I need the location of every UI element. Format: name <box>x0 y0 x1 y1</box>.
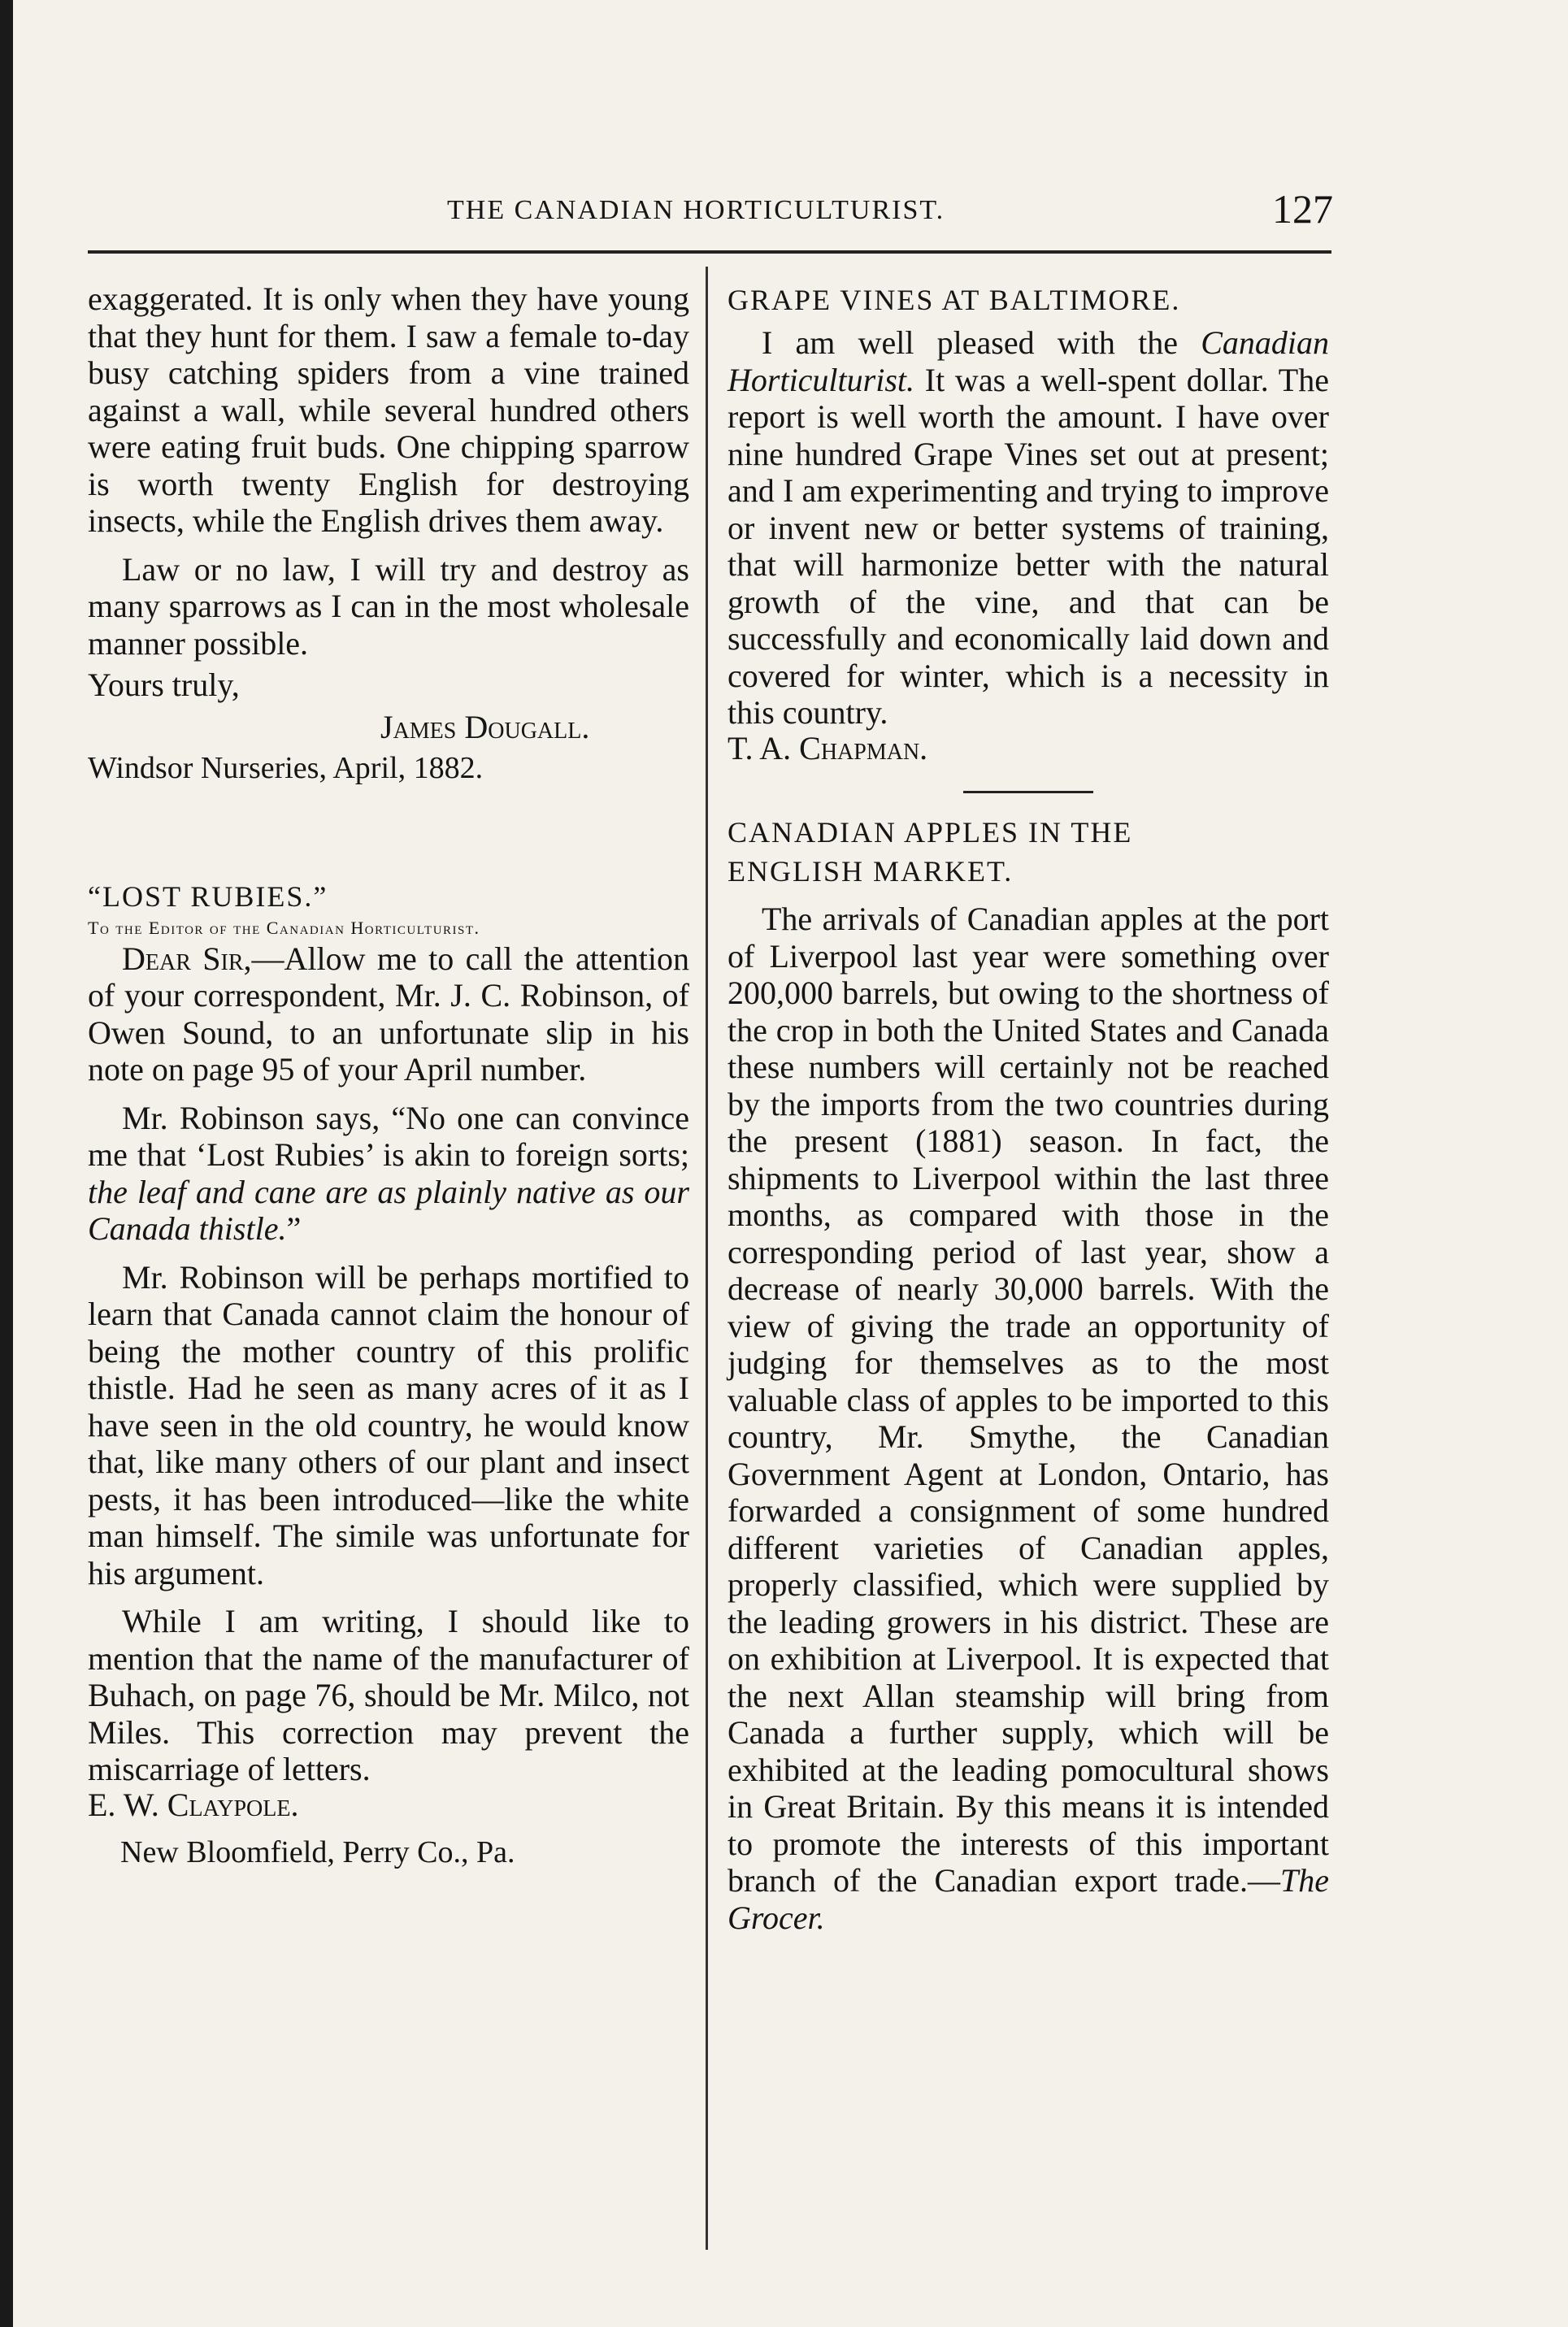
article1-text-start: I am well pleased with the <box>762 324 1201 361</box>
running-head <box>98 185 1333 242</box>
article1-paragraph <box>728 324 1329 732</box>
letter1-dateline: Windsor Nurseries, April, 1882. <box>88 751 484 785</box>
article2-heading-line2: ENGLISH MARKET. <box>728 855 1014 888</box>
article1-signature: T. A. Chapman. <box>728 729 928 766</box>
page-number: 127 <box>1272 186 1333 232</box>
letter2-paragraph-1 <box>88 940 689 1088</box>
running-title: THE CANADIAN HORTICULTURIST. <box>447 195 945 225</box>
letter1-signature: James Dougall. <box>380 708 590 745</box>
letter2-dateline: New Bloomfield, Perry Co., Pa. <box>120 1835 515 1869</box>
letter2-quote-end: ” <box>286 1210 302 1247</box>
letter2-paragraph-4: While I am writing, I should like to mention that the name of the manufacturer of Buhach, on page 76, should be Mr. Milco, not Miles. This correction may prevent the miscarriage of letters. <box>88 1603 689 1787</box>
letter1-paragraph-1: exaggerated. It is only when they have young that they hunt for them. I saw a female to-day busy catching spiders from a vine trained against a wall, while several hundred others were eating fruit buds. One chipping sparrow is worth twenty English for destroying insects, while the English drives them away. <box>88 280 689 539</box>
article1-text-end: It was a well-spent dollar. The report is well worth the amount. I have over nine hundred Grape Vines set out at present; and I am experimenting and trying to improve or invent new or better systems of training, that will harmonize better with the natural growth of the vine, and that can be successfully and economically laid down and covered for winter, which is a necessity in this country. <box>728 361 1329 731</box>
letter1-paragraph-2: Law or no law, I will try and destroy as many sparrows as I can in the most wholesale manner possible. <box>88 550 689 662</box>
article1-heading: GRAPE VINES AT BALTIMORE. <box>728 284 1181 316</box>
section-divider <box>963 791 1093 793</box>
letter2-quote-italic: the leaf and cane are as plainly native as our Canada thistle. <box>88 1173 689 1247</box>
article2-source-dash: — <box>1248 1862 1280 1899</box>
article2-paragraph <box>728 901 1329 1936</box>
letter1-closing: Yours truly, <box>88 666 240 703</box>
column-rule <box>706 267 708 2250</box>
letter2-paragraph-1-text: —Allow me to call the attention of your correspondent, Mr. J. C. Robinson, of Owen Sound, to an unfortunate slip in his note on page 95 of your April number. <box>88 940 690 1088</box>
right-column <box>728 280 1329 1936</box>
letter2-salutation: Dear Sir, <box>122 940 252 977</box>
article2-heading-line1: CANADIAN APPLES IN THE <box>728 816 1133 849</box>
header-rule <box>88 250 1331 254</box>
letter2-paragraph-2 <box>88 1100 689 1248</box>
letter2-quote-start: Mr. Robinson says, “No one can convince me that ‘Lost Rubies’ is akin to foreign sorts; <box>88 1099 689 1173</box>
letter2-heading: “LOST RUBIES.” <box>88 879 328 913</box>
left-column <box>88 280 689 1872</box>
article2-source: The Grocer. <box>728 1862 1329 1936</box>
article1-italic: Canadian Horticulturist. <box>728 324 1329 398</box>
scan-edge-bar <box>0 0 13 2327</box>
letter2-signature: E. W. Claypole. <box>88 1786 299 1823</box>
article2-text: The arrivals of Canadian apples at the port of Liverpool last year were something over 200,000 barrels, but owing to the shortness of the crop in both the United States and Canada these numbers will certainly not be reached by the imports from the two countries during the present (1881) season. In fact, the shipments to Liverpool within the last three months, as compared with those in the corresponding period of last year, show a decrease of nearly 30,000 barrels. With the view of giving the trade an opportunity of judging for themselves as to the most valuable class of apples to be imported to this country, Mr. Smythe, the Canadian Government Agent at London, Ontario, has forwarded a consignment of some hundred different varieties of Canadian apples, properly classified, which were supplied by the leading growers in his district. These are on exhibition at Liverpool. It is expected that the next Allan steamship will bring from Canada a further supply, which will be exhibited at the leading pomocultural shows in Great Britain. By this means it is intended to promote the interests of this important branch of the Canadian export trade. <box>728 901 1329 1899</box>
letter2-subheading: To the Editor of the Canadian Horticulturist. <box>88 917 480 938</box>
letter2-paragraph-3: Mr. Robinson will be perhaps mortified to learn that Canada cannot claim the honour of being the mother country of this prolific thistle. Had he seen as many acres of it as I have seen in the old country, he would know that, like many others of our plant and insect pests, it has been introduced—like the white man himself. The simile was unfortunate for his argument. <box>88 1258 689 1591</box>
